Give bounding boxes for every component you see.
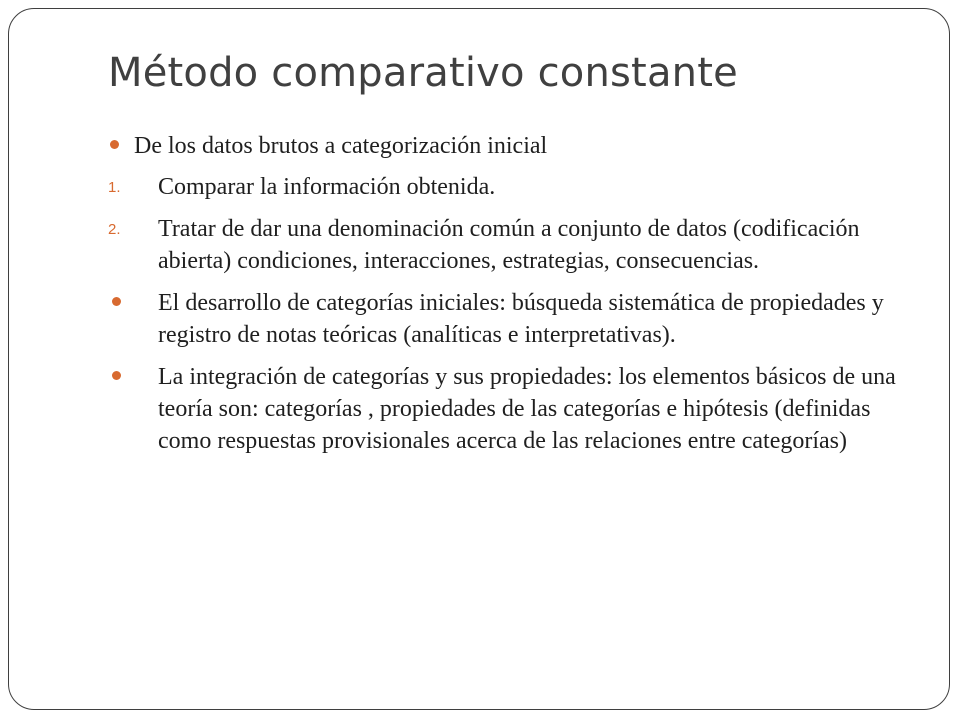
list-item-text: La integración de categorías y sus propiedades: los elementos básicos de una teoría son: categorías , propiedades de las categorías e hipótesis (definidas como respuestas provisionales acerca de las relaciones entre categorías) — [158, 364, 896, 454]
bullet-dot-icon — [112, 371, 121, 380]
bullet-dot-icon — [112, 297, 121, 306]
list-item-bullet-3 — [108, 361, 898, 457]
list-item-text: El desarrollo de categorías iniciales: búsqueda sistemática de propiedades y registro de notas teóricas (analíticas e interpretativas). — [158, 290, 884, 348]
slide-body — [108, 130, 898, 467]
list-item-text: Tratar de dar una denominación común a conjunto de datos (codificación abierta) condiciones, interacciones, estrategias, consecuencias. — [158, 216, 860, 274]
list-item-bullet-1 — [108, 130, 898, 162]
list-item-numbered-2 — [108, 213, 898, 277]
slide-title: Método comparativo constante — [108, 50, 738, 96]
list-number: 2. — [108, 221, 121, 238]
list-item-text: De los datos brutos a categorización inicial — [134, 133, 548, 159]
list-item-bullet-2 — [108, 287, 898, 351]
list-number: 1. — [108, 179, 121, 196]
list-item-text: Comparar la información obtenida. — [158, 174, 496, 200]
list-item-numbered-1 — [108, 171, 898, 203]
bullet-dot-icon — [110, 140, 119, 149]
